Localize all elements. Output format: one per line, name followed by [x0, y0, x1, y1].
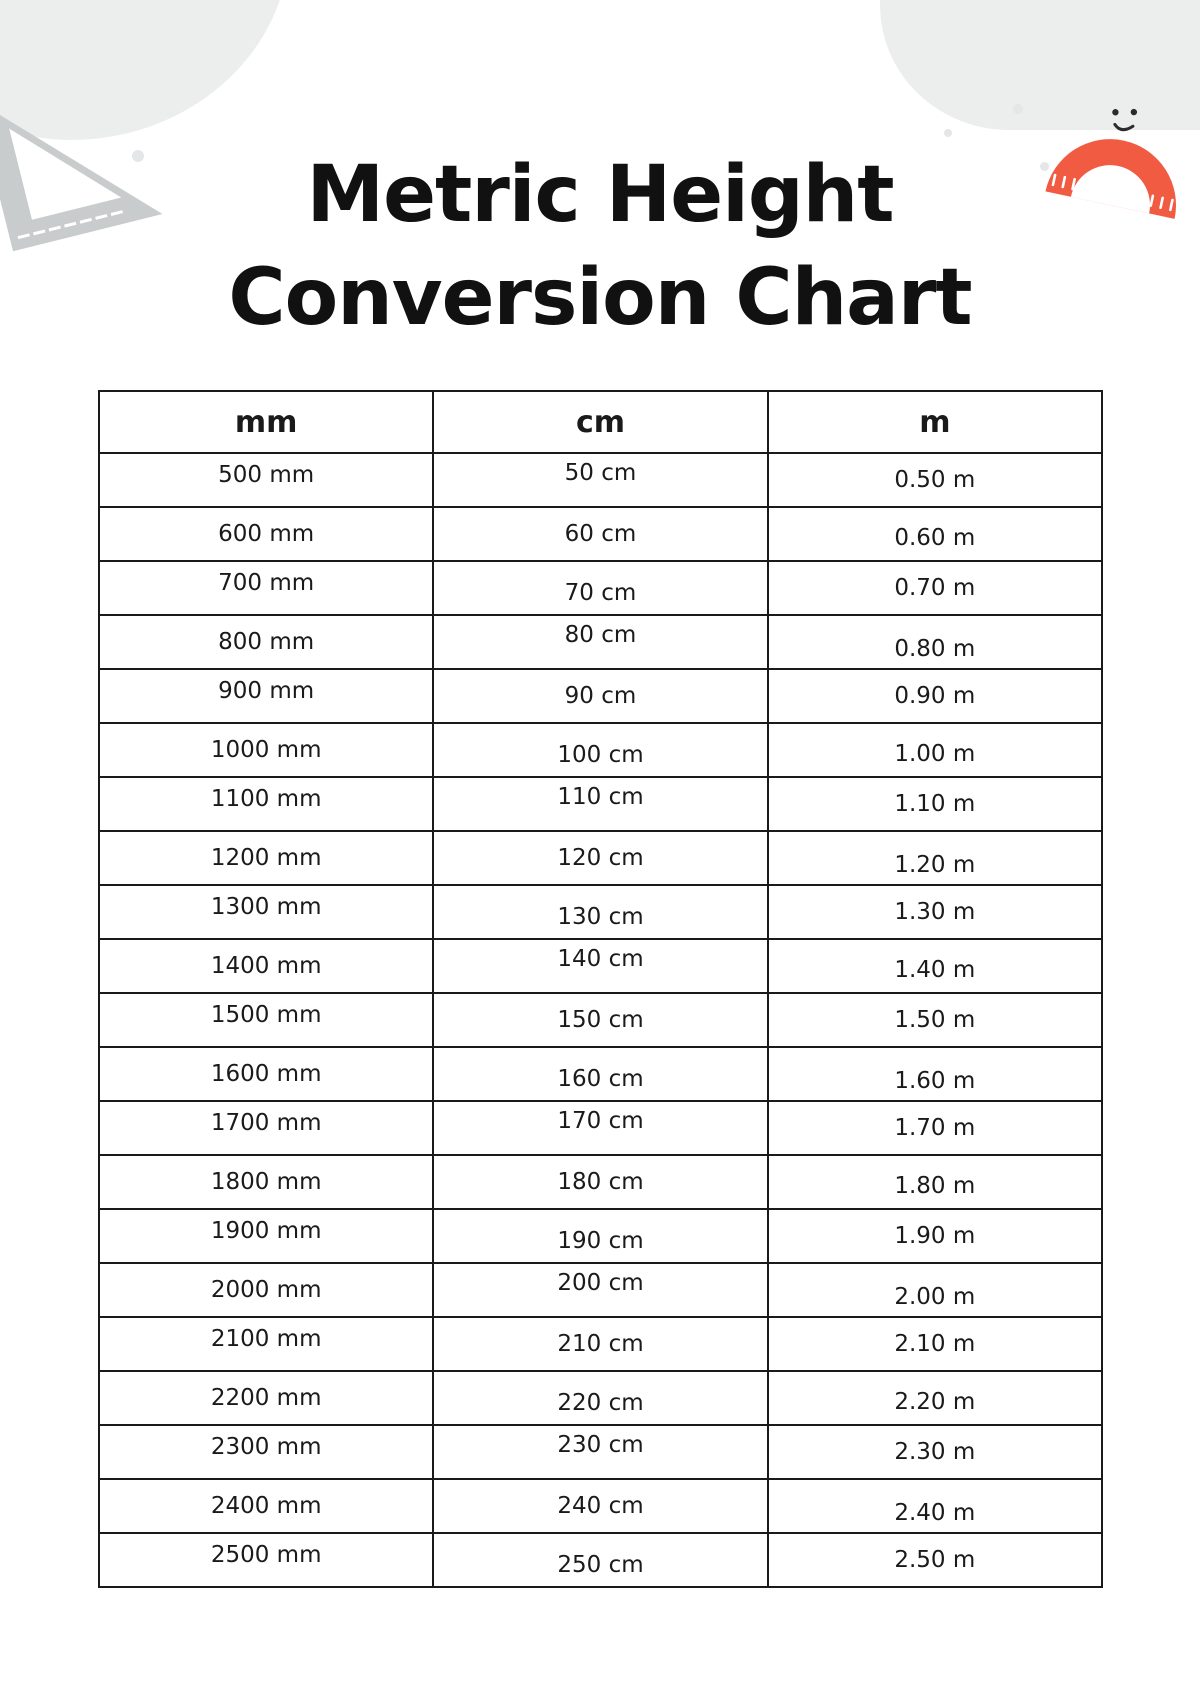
- cell-m: 1.00 m: [768, 723, 1102, 777]
- cell-mm: 1200 mm: [99, 831, 433, 885]
- cell-cm: 50 cm: [433, 453, 767, 507]
- cell-mm: 1900 mm: [99, 1209, 433, 1263]
- cell-mm: 1500 mm: [99, 993, 433, 1047]
- table-row: [99, 993, 1102, 1047]
- cell-m: 1.80 m: [768, 1155, 1102, 1209]
- cell-cm: 230 cm: [433, 1425, 767, 1479]
- cell-mm: 600 mm: [99, 507, 433, 561]
- page-title: [0, 144, 1200, 350]
- table-header-row: [99, 391, 1102, 453]
- decorative-dot: [944, 129, 952, 137]
- cell-mm: 1700 mm: [99, 1101, 433, 1155]
- cell-mm: 1000 mm: [99, 723, 433, 777]
- cell-mm: 800 mm: [99, 615, 433, 669]
- cell-mm: 1600 mm: [99, 1047, 433, 1101]
- cell-mm: 2400 mm: [99, 1479, 433, 1533]
- column-header-cm: cm: [433, 391, 767, 453]
- cell-mm: 2300 mm: [99, 1425, 433, 1479]
- cell-mm: 1800 mm: [99, 1155, 433, 1209]
- table-row: [99, 1479, 1102, 1533]
- cell-cm: 150 cm: [433, 993, 767, 1047]
- cell-cm: 190 cm: [433, 1209, 767, 1263]
- cell-mm: 500 mm: [99, 453, 433, 507]
- cell-cm: 210 cm: [433, 1317, 767, 1371]
- cell-cm: 60 cm: [433, 507, 767, 561]
- table-body: [99, 453, 1102, 1587]
- cell-cm: 200 cm: [433, 1263, 767, 1317]
- cell-cm: 170 cm: [433, 1101, 767, 1155]
- cell-mm: 700 mm: [99, 561, 433, 615]
- cell-cm: 140 cm: [433, 939, 767, 993]
- table-row: [99, 453, 1102, 507]
- table-row: [99, 1317, 1102, 1371]
- table-row: [99, 615, 1102, 669]
- cell-cm: 240 cm: [433, 1479, 767, 1533]
- cell-cm: 180 cm: [433, 1155, 767, 1209]
- cell-m: 0.70 m: [768, 561, 1102, 615]
- table-row: [99, 1101, 1102, 1155]
- table-header: [99, 391, 1102, 453]
- page-title-line2: Conversion Chart: [228, 253, 972, 344]
- cell-m: 1.90 m: [768, 1209, 1102, 1263]
- cell-cm: 100 cm: [433, 723, 767, 777]
- table-row: [99, 1155, 1102, 1209]
- table-row: [99, 723, 1102, 777]
- table-row: [99, 939, 1102, 993]
- cell-cm: 160 cm: [433, 1047, 767, 1101]
- conversion-table-container: [98, 390, 1103, 1588]
- cell-mm: 2100 mm: [99, 1317, 433, 1371]
- cell-cm: 130 cm: [433, 885, 767, 939]
- decorative-dot: [1013, 104, 1023, 114]
- conversion-table: [98, 390, 1103, 1588]
- table-row: [99, 669, 1102, 723]
- column-header-mm: mm: [99, 391, 433, 453]
- cell-m: 0.50 m: [768, 453, 1102, 507]
- cell-mm: 900 mm: [99, 669, 433, 723]
- cell-m: 0.80 m: [768, 615, 1102, 669]
- table-row: [99, 1263, 1102, 1317]
- cell-mm: 2200 mm: [99, 1371, 433, 1425]
- cell-m: 2.30 m: [768, 1425, 1102, 1479]
- cell-cm: 120 cm: [433, 831, 767, 885]
- cell-m: 2.40 m: [768, 1479, 1102, 1533]
- table-row: [99, 1533, 1102, 1587]
- cell-mm: 2500 mm: [99, 1533, 433, 1587]
- cell-m: 1.50 m: [768, 993, 1102, 1047]
- cell-m: 1.70 m: [768, 1101, 1102, 1155]
- cell-m: 0.60 m: [768, 507, 1102, 561]
- table-row: [99, 777, 1102, 831]
- cell-mm: 1300 mm: [99, 885, 433, 939]
- column-header-m: m: [768, 391, 1102, 453]
- cell-cm: 70 cm: [433, 561, 767, 615]
- table-row: [99, 1047, 1102, 1101]
- table-row: [99, 885, 1102, 939]
- cell-cm: 90 cm: [433, 669, 767, 723]
- cell-m: 1.20 m: [768, 831, 1102, 885]
- cell-mm: 1400 mm: [99, 939, 433, 993]
- page-title-line1: Metric Height: [306, 150, 894, 241]
- cell-m: 2.20 m: [768, 1371, 1102, 1425]
- cell-cm: 220 cm: [433, 1371, 767, 1425]
- cell-m: 1.40 m: [768, 939, 1102, 993]
- cell-cm: 110 cm: [433, 777, 767, 831]
- cell-cm: 250 cm: [433, 1533, 767, 1587]
- table-row: [99, 507, 1102, 561]
- cell-m: 2.10 m: [768, 1317, 1102, 1371]
- cell-m: 1.10 m: [768, 777, 1102, 831]
- cell-cm: 80 cm: [433, 615, 767, 669]
- cell-m: 1.30 m: [768, 885, 1102, 939]
- cell-m: 2.00 m: [768, 1263, 1102, 1317]
- cell-m: 2.50 m: [768, 1533, 1102, 1587]
- cell-mm: 1100 mm: [99, 777, 433, 831]
- table-row: [99, 831, 1102, 885]
- table-row: [99, 1209, 1102, 1263]
- table-row: [99, 1371, 1102, 1425]
- cell-mm: 2000 mm: [99, 1263, 433, 1317]
- table-row: [99, 1425, 1102, 1479]
- table-row: [99, 561, 1102, 615]
- cell-m: 0.90 m: [768, 669, 1102, 723]
- cell-m: 1.60 m: [768, 1047, 1102, 1101]
